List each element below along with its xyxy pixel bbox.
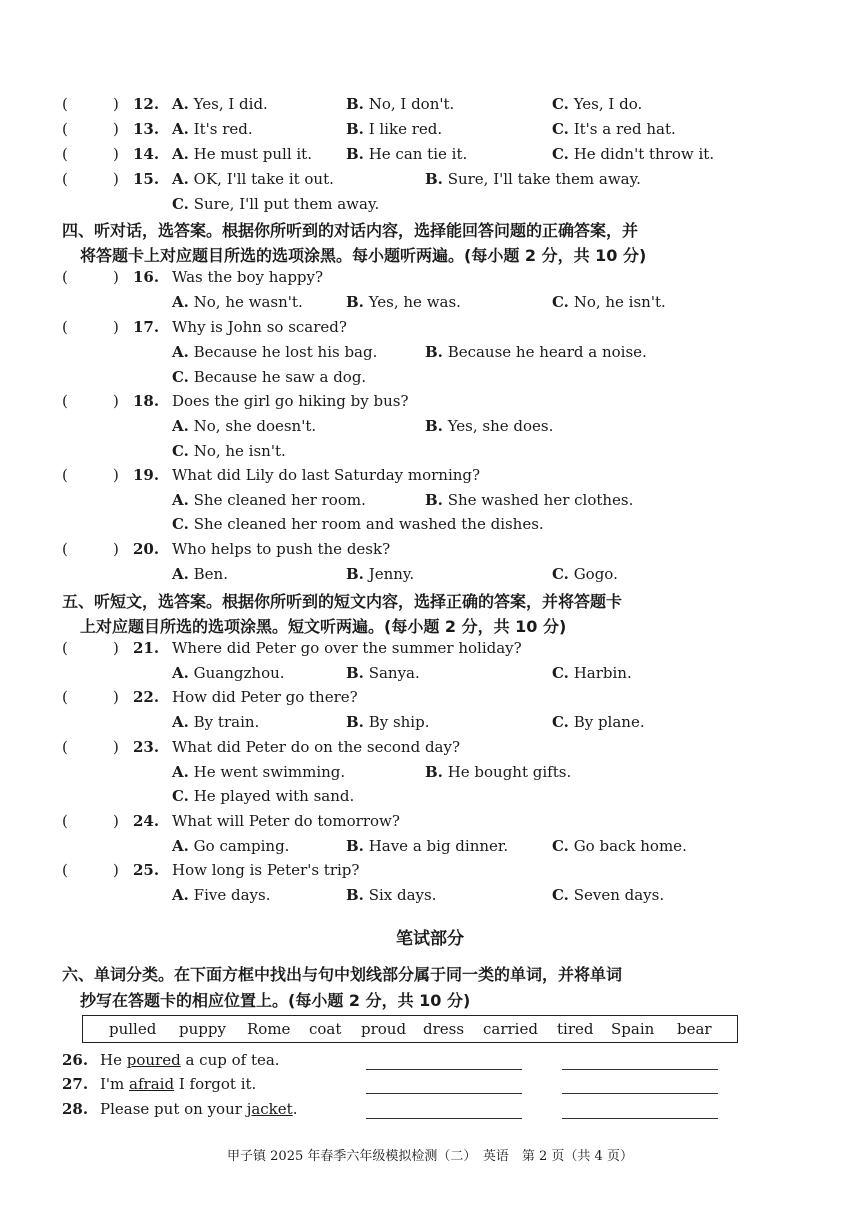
answer-paren-close: ) bbox=[113, 145, 119, 163]
page-footer: 甲子镇 2025 年春季六年级模拟检测（二） 英语 第 2 页（共 4 页） bbox=[227, 1149, 633, 1164]
option-b-label: B. bbox=[425, 763, 443, 781]
question-21-options bbox=[0, 664, 860, 688]
option-a: Ben. bbox=[193, 565, 228, 583]
answer-paren-close: ) bbox=[113, 861, 119, 879]
question-text: Does the girl go hiking by bus? bbox=[172, 392, 409, 410]
question-text: Was the boy happy? bbox=[172, 268, 324, 286]
option-c: He didn't throw it. bbox=[573, 145, 715, 163]
section-4-heading-line2: 将答题卡上对应题目所选的选项涂黑。每小题听两遍。(每小题 2 分，共 10 分) bbox=[80, 246, 647, 265]
option-c: No, he isn't. bbox=[193, 442, 286, 460]
question-15-line2 bbox=[0, 195, 860, 219]
question-text: What will Peter do tomorrow? bbox=[172, 812, 400, 830]
underlined-word: afraid bbox=[129, 1075, 175, 1093]
answer-paren-open: ( bbox=[62, 738, 68, 756]
option-a-label: A. bbox=[172, 763, 189, 781]
answer-paren-open: ( bbox=[62, 318, 68, 336]
option-b-label: B. bbox=[346, 713, 364, 731]
option-c-label: C. bbox=[552, 664, 569, 682]
option-c: Harbin. bbox=[573, 664, 632, 682]
sentence-part: I'm bbox=[100, 1075, 130, 1093]
option-a-label: A. bbox=[172, 145, 189, 163]
answer-paren-open: ( bbox=[62, 120, 68, 138]
question-text: What did Peter do on the second day? bbox=[172, 738, 461, 756]
question-18-options-2 bbox=[0, 442, 860, 466]
question-25-options bbox=[0, 886, 860, 910]
question-number: 19. bbox=[133, 466, 160, 484]
option-b-label: B. bbox=[346, 565, 364, 583]
option-b-label: B. bbox=[346, 95, 364, 113]
option-b: No, I don't. bbox=[368, 95, 455, 113]
underlined-word: jacket bbox=[246, 1100, 293, 1118]
answer-paren-open: ( bbox=[62, 540, 68, 558]
option-a-label: A. bbox=[172, 664, 189, 682]
option-a: He must pull it. bbox=[193, 145, 312, 163]
question-number: 27. bbox=[62, 1075, 89, 1093]
answer-blank-2[interactable] bbox=[562, 1075, 718, 1094]
option-a: He went swimming. bbox=[193, 763, 346, 781]
question-number: 20. bbox=[133, 540, 160, 558]
answer-paren-open: ( bbox=[62, 466, 68, 484]
option-a: Because he lost his bag. bbox=[193, 343, 378, 361]
question-27 bbox=[62, 1075, 762, 1097]
section-5-heading-line2: 上对应题目所选的选项涂黑。短文听两遍。(每小题 2 分，共 10 分) bbox=[80, 617, 567, 636]
underlined-word: poured bbox=[126, 1051, 181, 1069]
question-number: 25. bbox=[133, 861, 160, 879]
sentence bbox=[100, 1075, 256, 1093]
question-15 bbox=[0, 170, 860, 194]
question-17-options bbox=[0, 343, 860, 367]
option-a-label: A. bbox=[172, 170, 189, 188]
option-b: By ship. bbox=[368, 713, 430, 731]
option-c-label: C. bbox=[552, 120, 569, 138]
option-c: Yes, I do. bbox=[573, 95, 643, 113]
question-22-options bbox=[0, 713, 860, 737]
sentence bbox=[100, 1100, 297, 1118]
question-28 bbox=[62, 1100, 762, 1122]
word-item: dress bbox=[423, 1020, 465, 1038]
sentence-part: . bbox=[292, 1100, 298, 1118]
question-24-options bbox=[0, 837, 860, 861]
option-b-label: B. bbox=[425, 343, 443, 361]
option-b-label: B. bbox=[346, 145, 364, 163]
question-number: 26. bbox=[62, 1051, 89, 1069]
question-16 bbox=[0, 268, 860, 292]
question-number: 23. bbox=[133, 738, 160, 756]
question-number: 16. bbox=[133, 268, 160, 286]
answer-paren-open: ( bbox=[62, 688, 68, 706]
written-part-title: 笔试部分 bbox=[396, 929, 464, 949]
question-number: 12. bbox=[133, 95, 160, 113]
question-number: 17. bbox=[133, 318, 160, 336]
option-c: Go back home. bbox=[573, 837, 687, 855]
question-number: 24. bbox=[133, 812, 160, 830]
option-b: Yes, she does. bbox=[447, 417, 554, 435]
word-item: pulled bbox=[109, 1020, 157, 1038]
question-14 bbox=[0, 145, 860, 169]
answer-paren-close: ) bbox=[113, 738, 119, 756]
option-a: It's red. bbox=[193, 120, 253, 138]
question-25 bbox=[0, 861, 860, 885]
option-a-label: A. bbox=[172, 886, 189, 904]
answer-paren-close: ) bbox=[113, 268, 119, 286]
option-a-label: A. bbox=[172, 837, 189, 855]
question-text: Where did Peter go over the summer holiday? bbox=[172, 639, 522, 657]
answer-blank-1[interactable] bbox=[366, 1100, 522, 1119]
option-a: OK, I'll take it out. bbox=[193, 170, 334, 188]
question-text: How did Peter go there? bbox=[172, 688, 358, 706]
option-b-label: B. bbox=[425, 491, 443, 509]
option-a-label: A. bbox=[172, 293, 189, 311]
option-b: Sure, I'll take them away. bbox=[447, 170, 641, 188]
question-number: 15. bbox=[133, 170, 160, 188]
option-c-label: C. bbox=[172, 442, 189, 460]
option-b: Have a big dinner. bbox=[368, 837, 509, 855]
section-6-heading-line1: 六、单词分类。在下面方框中找出与句中划线部分属于同一类的单词，并将单词 bbox=[62, 965, 623, 984]
question-text: How long is Peter's trip? bbox=[172, 861, 360, 879]
sentence-part: Please put on your bbox=[100, 1100, 247, 1118]
option-a-label: A. bbox=[172, 95, 189, 113]
question-26 bbox=[62, 1051, 762, 1073]
question-17-options-2 bbox=[0, 368, 860, 392]
sentence-part: He bbox=[100, 1051, 127, 1069]
question-23-options bbox=[0, 763, 860, 787]
answer-paren-close: ) bbox=[113, 120, 119, 138]
option-b-label: B. bbox=[346, 293, 364, 311]
question-13 bbox=[0, 120, 860, 144]
question-19-options bbox=[0, 491, 860, 515]
option-b: I like red. bbox=[368, 120, 443, 138]
option-b-label: B. bbox=[425, 170, 443, 188]
question-number: 21. bbox=[133, 639, 160, 657]
question-number: 14. bbox=[133, 145, 160, 163]
question-23 bbox=[0, 738, 860, 762]
answer-paren-open: ( bbox=[62, 145, 68, 163]
option-a: Yes, I did. bbox=[193, 95, 268, 113]
question-21 bbox=[0, 639, 860, 663]
answer-paren-close: ) bbox=[113, 392, 119, 410]
option-c-label: C. bbox=[552, 95, 569, 113]
option-b: He bought gifts. bbox=[447, 763, 572, 781]
answer-paren-close: ) bbox=[113, 812, 119, 830]
word-item: Rome bbox=[247, 1020, 291, 1038]
option-c-label: C. bbox=[172, 195, 189, 213]
answer-paren-open: ( bbox=[62, 392, 68, 410]
question-16-options bbox=[0, 293, 860, 317]
word-item: coat bbox=[309, 1020, 342, 1038]
answer-blank-1[interactable] bbox=[366, 1075, 522, 1094]
option-b: Because he heard a noise. bbox=[447, 343, 647, 361]
option-c-label: C. bbox=[552, 713, 569, 731]
answer-paren-open: ( bbox=[62, 170, 68, 188]
option-a-label: A. bbox=[172, 120, 189, 138]
option-c: It's a red hat. bbox=[573, 120, 676, 138]
option-a-label: A. bbox=[172, 417, 189, 435]
question-number: 13. bbox=[133, 120, 160, 138]
answer-paren-open: ( bbox=[62, 268, 68, 286]
sentence bbox=[100, 1051, 280, 1069]
answer-paren-close: ) bbox=[113, 639, 119, 657]
option-a: By train. bbox=[193, 713, 260, 731]
option-b: Yes, he was. bbox=[368, 293, 461, 311]
answer-paren-open: ( bbox=[62, 861, 68, 879]
option-c: No, he isn't. bbox=[573, 293, 666, 311]
word-item: tired bbox=[557, 1020, 594, 1038]
option-b: He can tie it. bbox=[368, 145, 468, 163]
question-20 bbox=[0, 540, 860, 564]
word-item: proud bbox=[361, 1020, 407, 1038]
answer-blank-1[interactable] bbox=[366, 1051, 522, 1070]
option-a: Five days. bbox=[193, 886, 271, 904]
option-c: Because he saw a dog. bbox=[193, 368, 367, 386]
option-a-label: A. bbox=[172, 491, 189, 509]
option-b: Sanya. bbox=[368, 664, 420, 682]
answer-paren-close: ) bbox=[113, 540, 119, 558]
option-c: By plane. bbox=[573, 713, 645, 731]
question-22 bbox=[0, 688, 860, 712]
question-12 bbox=[0, 95, 860, 119]
question-number: 18. bbox=[133, 392, 160, 410]
answer-paren-close: ) bbox=[113, 688, 119, 706]
word-item: puppy bbox=[179, 1020, 226, 1038]
answer-blank-2[interactable] bbox=[562, 1051, 718, 1070]
option-a: No, he wasn't. bbox=[193, 293, 303, 311]
option-a: No, she doesn't. bbox=[193, 417, 317, 435]
option-b-label: B. bbox=[346, 664, 364, 682]
answer-paren-open: ( bbox=[62, 95, 68, 113]
option-c-label: C. bbox=[172, 368, 189, 386]
question-18 bbox=[0, 392, 860, 416]
answer-paren-close: ) bbox=[113, 95, 119, 113]
option-c-label: C. bbox=[552, 145, 569, 163]
option-c-label: C. bbox=[552, 886, 569, 904]
option-c: Sure, I'll put them away. bbox=[193, 195, 380, 213]
option-a: Go camping. bbox=[193, 837, 290, 855]
section-4-heading-line1: 四、听对话，选答案。根据你所听到的对话内容，选择能回答问题的正确答案，并 bbox=[62, 221, 639, 240]
question-23-options-2 bbox=[0, 787, 860, 811]
option-b-label: B. bbox=[346, 120, 364, 138]
option-b: She washed her clothes. bbox=[447, 491, 634, 509]
option-c-label: C. bbox=[552, 293, 569, 311]
option-b-label: B. bbox=[346, 886, 364, 904]
option-b-label: B. bbox=[425, 417, 443, 435]
option-a: Guangzhou. bbox=[193, 664, 285, 682]
answer-paren-open: ( bbox=[62, 639, 68, 657]
question-19-options-2 bbox=[0, 515, 860, 539]
word-box bbox=[82, 1015, 738, 1043]
option-a-label: A. bbox=[172, 565, 189, 583]
option-c: She cleaned her room and washed the dishes. bbox=[193, 515, 544, 533]
option-c-label: C. bbox=[552, 565, 569, 583]
option-a-label: A. bbox=[172, 343, 189, 361]
option-c: Gogo. bbox=[573, 565, 618, 583]
question-text: Why is John so scared? bbox=[172, 318, 347, 336]
answer-blank-2[interactable] bbox=[562, 1100, 718, 1119]
option-c: Seven days. bbox=[573, 886, 665, 904]
question-text: Who helps to push the desk? bbox=[172, 540, 391, 558]
answer-paren-close: ) bbox=[113, 466, 119, 484]
option-c: He played with sand. bbox=[193, 787, 355, 805]
question-17 bbox=[0, 318, 860, 342]
section-5-heading-line1: 五、听短文，选答案。根据你所听到的短文内容，选择正确的答案，并将答题卡 bbox=[62, 592, 623, 611]
answer-paren-close: ) bbox=[113, 170, 119, 188]
question-number: 22. bbox=[133, 688, 160, 706]
word-item: bear bbox=[677, 1020, 712, 1038]
word-item: Spain bbox=[611, 1020, 655, 1038]
question-18-options bbox=[0, 417, 860, 441]
section-6-heading-line2: 抄写在答题卡的相应位置上。(每小题 2 分，共 10 分) bbox=[80, 991, 471, 1010]
answer-paren-close: ) bbox=[113, 318, 119, 336]
option-b: Six days. bbox=[368, 886, 437, 904]
option-a-label: A. bbox=[172, 713, 189, 731]
question-number: 28. bbox=[62, 1100, 89, 1118]
word-item: carried bbox=[483, 1020, 538, 1038]
option-c-label: C. bbox=[172, 515, 189, 533]
answer-paren-open: ( bbox=[62, 812, 68, 830]
option-b: Jenny. bbox=[368, 565, 415, 583]
question-text: What did Lily do last Saturday morning? bbox=[172, 466, 481, 484]
question-24 bbox=[0, 812, 860, 836]
question-20-options bbox=[0, 565, 860, 589]
option-c-label: C. bbox=[172, 787, 189, 805]
question-19 bbox=[0, 466, 860, 490]
option-a: She cleaned her room. bbox=[193, 491, 366, 509]
option-b-label: B. bbox=[346, 837, 364, 855]
sentence-part: I forgot it. bbox=[174, 1075, 257, 1093]
option-c-label: C. bbox=[552, 837, 569, 855]
sentence-part: a cup of tea. bbox=[180, 1051, 280, 1069]
